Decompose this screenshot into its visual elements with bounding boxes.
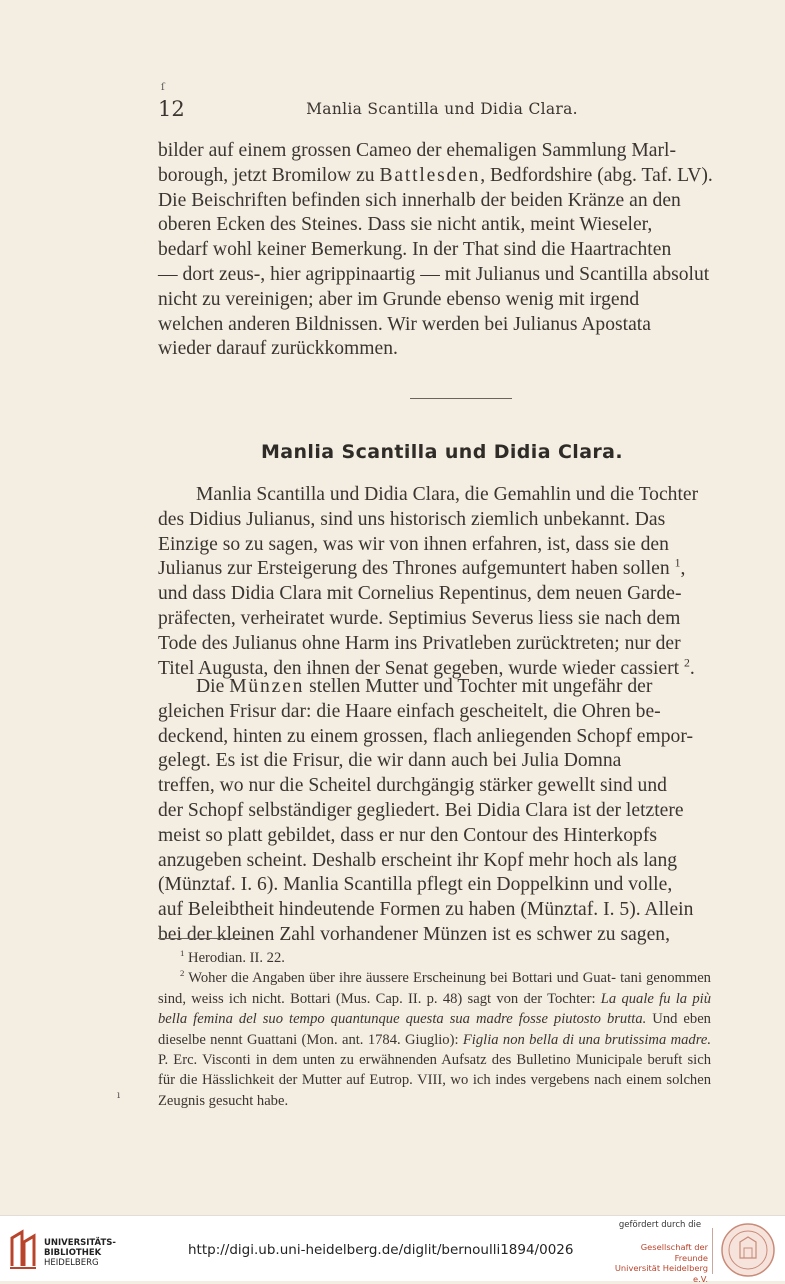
society-name: Gesellschaft der Freunde Universität Heidelberg e.V. bbox=[614, 1242, 708, 1284]
italic-quote: La quale fu la più bella femina del suo tempo quantunque questa bbox=[158, 990, 712, 1028]
library-logo-icon bbox=[8, 1228, 38, 1270]
footnote-2: $^2$ Woher die Angaben über ihre äussere Erscheinung bei Bottari und Guat- tani genommen sind, weiss ich nicht. Bottari (Mus. Cap. II. p. 48) sagt von der Tochter: La quale fu la più bella femina del suo tempo quantunque questa sua madre fosse piutosto brutta. Und eben dieselbe nennt Guattani (Mon. ant. 1784. Giuglio): Figlia non bella di una brutissima madre. P. Erc. Visconti in dem unten zu erwähnenden Aufsatz des Bulletino Municipale beruft sich für die Hässlichkeit der Mutter auf Eutrop. VIII, wo ich indes vergebens nach einem solchen Zeugnis gesucht habe. bbox=[158, 968, 712, 1109]
spaced-name: Battlesden bbox=[379, 164, 481, 186]
text-line: bilder auf einem grossen Cameo der ehemaligen Sammlung Marl- borough, jetzt Bromilow zu Battlesden, Bedfordshire (abg. Taf. LV). Die Beischriften befinden sich innerhalb der beiden Kränze an den oberen Ecken des Steines. Dass sie nicht antik, meint Wieseler, bedarf wohl keiner Bemerkung. In der That sind die Haartrachten — dort zeus-, hier agrippinaartig — mit Julianus und Scantilla absolut nicht zu vereinigen; aber im Grunde ebenso wenig mit irgend welchen anderen Bildnissen. Wir werden bei Julianus Apostata wieder darauf zurückkommen. bbox=[158, 140, 713, 360]
section-divider bbox=[410, 398, 512, 399]
library-name: UNIVERSITÄTS- BIBLIOTHEK HEIDELBERG bbox=[44, 1238, 116, 1268]
running-head: Manlia Scantilla und Didia Clara. bbox=[306, 100, 578, 118]
margin-mark-side: ı bbox=[117, 1090, 121, 1101]
page-number: 12 bbox=[158, 97, 185, 121]
paragraph-intro: Manlia Scantilla und Didia Clara, die Gemahlin und die Tochter des Didius Julianus, sind uns historisch ziemlich unbekannt. Das Einzige so zu sagen, was wir von ihnen erfahren, ist, dass sie den Julianus zur Ersteigerung des Thrones aufgemuntert haben sollen $^1$, und dass Didia Clara mit Cornelius Repentinus, dem neuen Garde- präfecten, verheiratet wurde. Septimius Severus liess sie nach dem Tode des Julianus ohne Harm ins Privatleben zurücktreten; nur der Titel Augusta, den ihnen der Senat gegeben, wurde wieder cassiert $^2$. bbox=[158, 484, 699, 679]
paragraph-coins: Die Münzen stellen Mutter und Tochter mit ungefähr der gleichen Frisur dar: die Haare einfach gescheitelt, die Ohren be- deckend, hinten zu einem grossen, flach anliegenden Schopf empor- gelegt. Es ist die Frisur, die wir dann auch bei Julia Domna treffen, wo nur die Scheitel durchgängig stärker gewellt sind und der Schopf selbständiger gegliedert. Bei Didia Clara ist der letztere meist so platt gebildet, dass er nur den Contour des Hinterkopfs anzugeben scheint. Deshalb erscheint ihr Kopf mehr hoch als lang (Münztaf. I. 6). Manlia Scantilla pflegt ein Doppelkinn und volle, auf Beleibtheit hindeutende Formen zu haben (Münztaf. I. 5). Allein bei der kleinen Zahl vorhandener Münzen ist es schwer zu sagen, bbox=[158, 676, 694, 945]
footnote-divider bbox=[158, 938, 250, 939]
funded-by-label: gefördert durch die bbox=[618, 1220, 702, 1230]
footnotes bbox=[158, 948, 711, 1111]
page-header bbox=[158, 97, 726, 123]
footnote-ref-1[interactable]: 1 bbox=[674, 556, 681, 570]
permalink-url[interactable]: http://digi.ub.uni-heidelberg.de/diglit/bernoulli1894/0026 bbox=[188, 1242, 574, 1258]
footer-divider bbox=[712, 1228, 713, 1274]
footnote-ref-2[interactable]: 2 bbox=[684, 656, 690, 670]
paragraph-cameo bbox=[158, 139, 726, 362]
margin-mark-top: ſ bbox=[161, 82, 165, 93]
italic-quote: sua madre fosse piutosto brutta. bbox=[449, 1011, 647, 1028]
italic-quote: Figlia non bella di una brutissima madre. bbox=[462, 1031, 711, 1048]
digitization-footer bbox=[0, 1215, 785, 1284]
footnote-1: $^1$ Herodian. II. 22. bbox=[180, 948, 285, 966]
spaced-word: Münzen bbox=[229, 676, 305, 697]
university-seal-icon bbox=[718, 1222, 778, 1278]
section-title: Manlia Scantilla und Didia Clara. bbox=[260, 441, 624, 463]
